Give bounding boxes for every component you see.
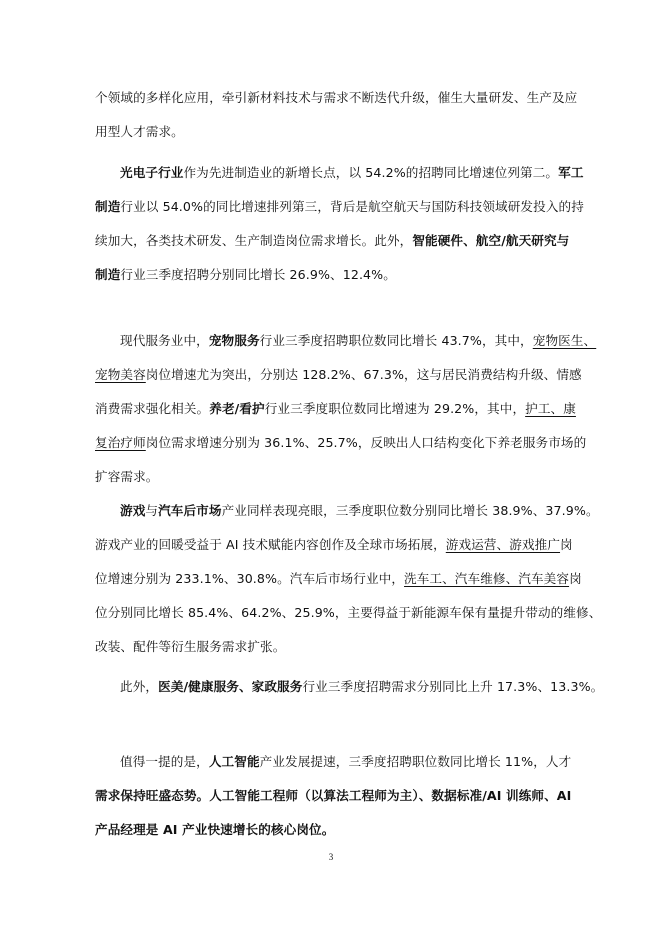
paragraph-modern-services xyxy=(95,324,597,494)
text-line xyxy=(95,392,576,426)
text-line: 用型人才需求。 xyxy=(95,124,184,139)
underlined-term: 宠物医生、 xyxy=(532,333,597,348)
text-run: 行业三季度招聘分别同比增长 26.9%、12.4%。 xyxy=(120,267,396,282)
text-line: 扩容需求。 xyxy=(95,469,159,484)
text-run: 岗位增速尤为突出，分别达 128.2%、67.3%，这与居民消费结构升级、情感 xyxy=(145,367,582,382)
text-run: 岗位需求增速分别为 36.1%、25.7%，反映出人口结构变化下养老服务市场的 xyxy=(145,435,587,450)
text-run: 与 xyxy=(145,503,159,518)
text-run: 产业发展提速，三季度招聘职位数同比增长 11%，人才 xyxy=(259,754,572,769)
text-run: 产业同样表现亮眼，三季度职位数分别同比增长 38.9%、37.9%。 xyxy=(221,503,599,518)
text-line xyxy=(95,528,573,562)
text-run: 行业三季度招聘需求分别同比上升 17.3%、13.3%。 xyxy=(302,679,604,694)
bold-term: 军工 xyxy=(558,165,584,180)
bold-term: 人工智能 xyxy=(208,754,260,769)
text-run: 行业以 54.0%的同比增速排列第三，背后是航空航天与国防科技领域研发投入的持 xyxy=(120,199,584,214)
paragraph-optoelectronics xyxy=(95,156,584,292)
bold-term: 智能硬件、航空/航天研究与 xyxy=(412,233,570,248)
text-line xyxy=(95,426,587,460)
text-line xyxy=(95,494,599,528)
text-line xyxy=(95,745,570,779)
text-run: 值得一提的是， xyxy=(120,754,209,769)
bold-term: 养老/看护 xyxy=(209,401,265,416)
bold-term: 游戏 xyxy=(120,503,146,518)
page-number: 3 xyxy=(328,852,334,862)
text-line xyxy=(95,779,570,813)
bold-term: 宠物服务 xyxy=(208,333,260,348)
bold-term: 光电子行业 xyxy=(120,165,184,180)
underlined-term: 洗车工、汽车维修、汽车美容 xyxy=(404,571,570,586)
text-run: 作为先进制造业的新增长点，以 54.2%的招聘同比增速位列第二。 xyxy=(183,165,559,180)
text-run: 位增速分别为 233.1%、30.8%。汽车后市场行业中， xyxy=(95,571,405,586)
text-run: 续加大，各类技术研发、生产制造岗位需求增长。此外， xyxy=(95,233,413,248)
underlined-term: 护工、康 xyxy=(525,401,576,416)
text-run: 行业三季度招聘职位数同比增长 43.7%，其中， xyxy=(259,333,533,348)
text-line: 个领域的多样化应用，牵引新材料技术与需求不断迭代升级，催生大量研发、生产及应 xyxy=(95,90,578,105)
underlined-term: 游戏运营、游戏推广 xyxy=(445,537,561,552)
text-run: 现代服务业中， xyxy=(120,333,209,348)
bold-term: 制造 xyxy=(95,267,121,282)
paragraph-gaming-auto xyxy=(95,494,602,664)
bold-term: 产品经理是 AI 产业快速增长的核心岗位。 xyxy=(95,822,335,837)
text-line: 位分别同比增长 85.4%、64.2%、25.9%，主要得益于新能源车保有量提升带动的维修、 xyxy=(95,605,602,620)
paragraph-medical-housekeeping xyxy=(95,670,604,704)
text-run: 岗 xyxy=(569,571,582,586)
text-line xyxy=(95,562,582,596)
text-line xyxy=(95,224,570,258)
text-line xyxy=(95,358,582,392)
underlined-term: 宠物美容 xyxy=(95,367,146,382)
text-run: 岗 xyxy=(560,537,573,552)
paragraph-artificial-intelligence xyxy=(95,745,570,847)
text-line xyxy=(95,670,604,704)
bold-term: 医美/健康服务、家政服务 xyxy=(158,679,303,694)
text-line xyxy=(95,813,570,847)
text-run: 游戏产业的回暖受益于 AI 技术赋能内容创作及全球市场拓展， xyxy=(95,537,446,552)
bold-term: 需求保持旺盛态势。人工智能工程师（以算法工程师为主）、数据标准/AI 训练师、AI xyxy=(95,788,572,803)
bold-term: 制造 xyxy=(95,199,121,214)
text-run: 行业三季度职位数同比增速为 29.2%，其中， xyxy=(264,401,526,416)
text-line xyxy=(95,258,570,292)
text-line xyxy=(95,190,584,224)
paragraph-new-materials-end xyxy=(95,81,578,149)
text-line xyxy=(95,156,584,190)
underlined-term: 复治疗师 xyxy=(95,435,146,450)
bold-term: 汽车后市场 xyxy=(158,503,222,518)
text-run: 消费需求强化相关。 xyxy=(95,401,210,416)
text-line xyxy=(95,324,597,358)
text-line: 改装、配件等衍生服务需求扩张。 xyxy=(95,639,286,654)
text-run: 此外， xyxy=(120,679,159,694)
